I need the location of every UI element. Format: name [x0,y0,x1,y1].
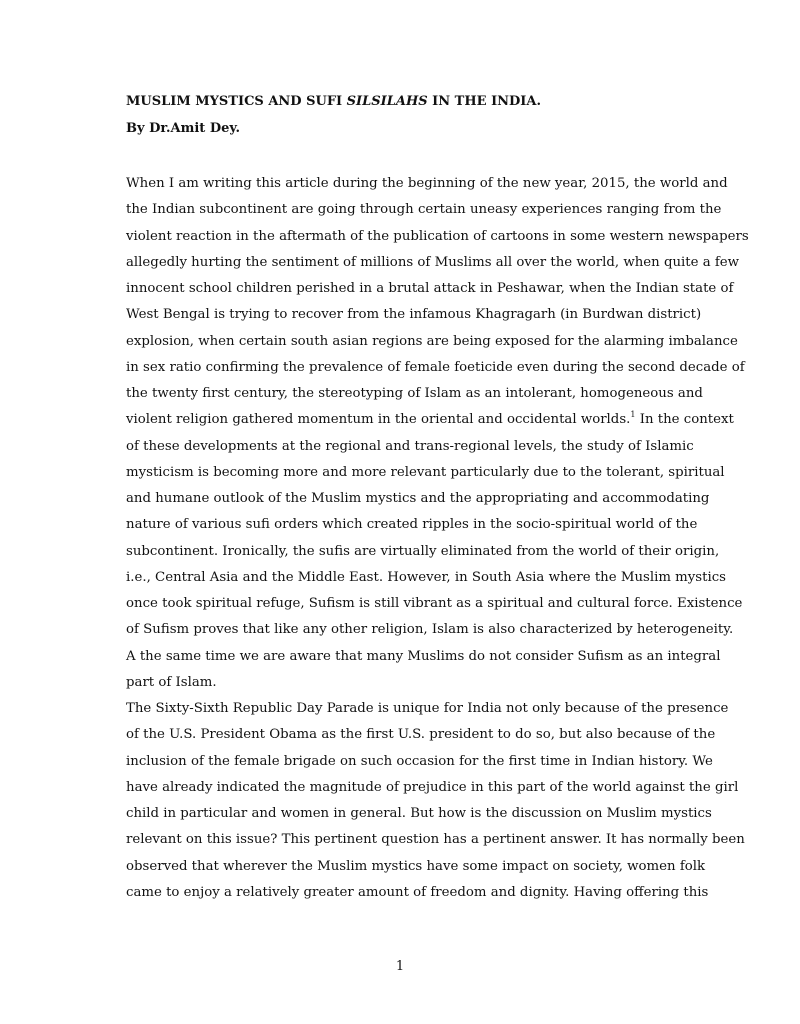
body-line: explosion, when certain south asian regions are being exposed for the alarming imbalance [126,333,738,349]
body-line: and humane outlook of the Muslim mystics and the appropriating and accommodating [126,491,710,506]
footnote-marker[interactable]: 1 [630,410,636,420]
body-line: violent reaction in the aftermath of the publication of cartoons in some western newspapers [126,228,749,244]
body-line: of these developments at the regional and trans-regional levels, the study of Islamic [126,438,694,454]
body-line: mysticism is becoming more and more relevant particularly due to the tolerant, spiritual [126,464,725,480]
body-line: child in particular and women in general. But how is the discussion on Muslim mystics [126,806,712,821]
body-text-segment: violent religion gathered momentum in the oriental and occidental worlds. [126,412,631,428]
body-line: The Sixty-Sixth Republic Day Parade is unique for India not only because of the presence [126,701,729,716]
body-line: i.e., Central Asia and the Middle East. However, in South Asia where the Muslim mystics [126,569,726,585]
body-line: came to enjoy a relatively greater amount of freedom and dignity. Having offering this [126,884,709,900]
title-text: MUSLIM MYSTICS AND SUFI [126,94,347,109]
body-line: observed that wherever the Muslim mystics have some impact on society, women folk [126,858,706,874]
body-line: in sex ratio confirming the prevalence of female foeticide even during the second decade of [126,359,745,375]
body-line: subcontinent. Ironically, the sufis are virtually eliminated from the world of their origin, [126,543,720,559]
body-line: nature of various sufi orders which created ripples in the socio-spiritual world of the [126,517,698,533]
article-body [126,171,749,906]
body-line: When I am writing this article during the beginning of the new year, 2015, the world and [126,176,728,191]
article-title [126,93,686,111]
body-line: the Indian subcontinent are going through certain uneasy experiences ranging from the [126,202,722,218]
body-line: of Sufism proves that like any other religion, Islam is also characterized by heterogeneity. [126,622,734,638]
body-line: allegedly hurting the sentiment of millions of Muslims all over the world, when quite a few [126,254,740,270]
body-line: West Bengal is trying to recover from the infamous Khagragarh (in Burdwan district) [126,307,702,323]
body-line: have already indicated the magnitude of prejudice in this part of the world against the girl [126,779,739,795]
body-line: part of Islam. [126,674,217,690]
body-line: A the same time we are aware that many Muslims do not consider Sufism as an integral [126,648,721,664]
body-line: relevant on this issue? This pertinent question has a pertinent answer. It has normally been [126,832,745,848]
page-number: 1 [395,959,405,974]
body-line: of the U.S. President Obama as the first U.S. president to do so, but also because of the [126,727,716,743]
body-line: inclusion of the female brigade on such occasion for the first time in Indian history. We [126,753,713,769]
body-text-segment: In the context [635,412,734,428]
body-line: the twenty first century, the stereotyping of Islam as an intolerant, homogeneous and [126,386,703,401]
body-line: innocent school children perished in a brutal attack in Peshawar, when the Indian state of [126,281,734,296]
title-text-end: IN THE INDIA. [427,94,541,109]
body-line-with-footnote [126,407,734,433]
author-byline: By Dr.Amit Dey. [126,121,240,136]
title-italic-term: SILSILAHS [346,94,428,109]
body-line: once took spiritual refuge, Sufism is still vibrant as a spiritual and cultural force. Existence [126,596,743,611]
